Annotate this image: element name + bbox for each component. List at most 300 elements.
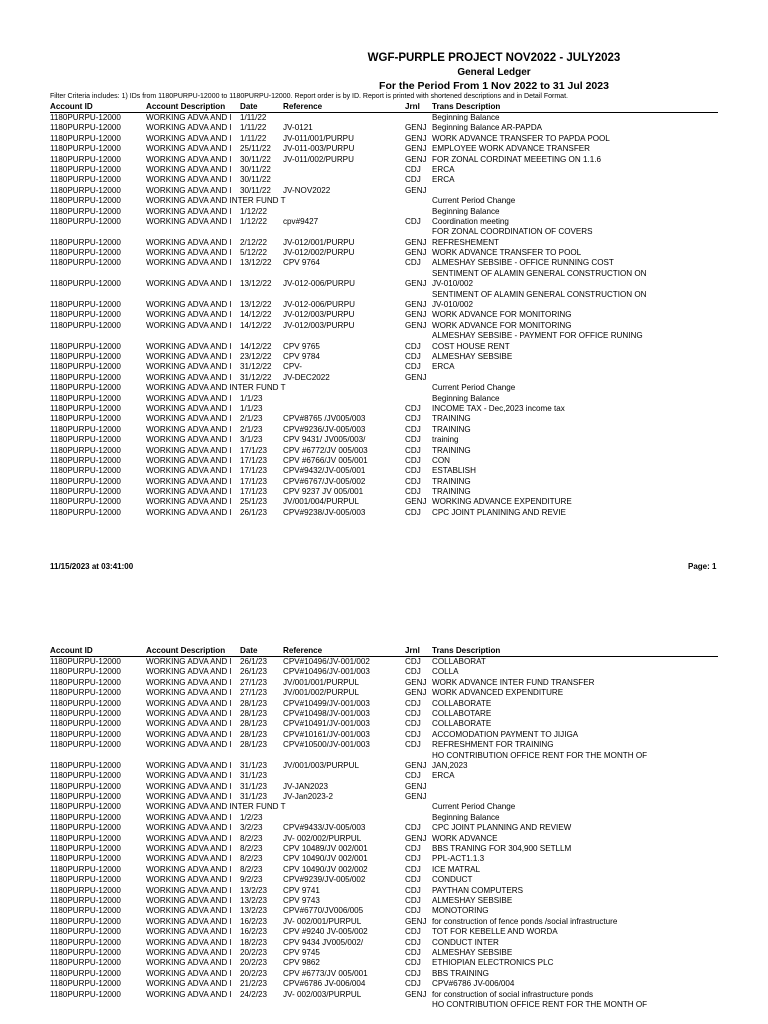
cell-jrnl: CDJ — [405, 844, 421, 854]
cell-jrnl: CDJ — [405, 476, 421, 486]
cell-jrnl: CDJ — [405, 823, 421, 833]
filter-criteria: Filter Criteria includes: 1) IDs from 1180PURPU-12000 to 1180PURPU-12000. Report order is by ID. Report is printed with shortened descriptions and in Detail Format. — [50, 93, 568, 100]
cell-account-desc: WORKING ADVA AND I — [146, 123, 232, 133]
cell-date: 8/2/23 — [240, 864, 263, 874]
col-reference: Reference — [283, 646, 323, 655]
cell-account-id: 1180PURPU-12000 — [50, 947, 121, 957]
report-title: WGF-PURPLE PROJECT NOV2022 - JULY2023 — [367, 52, 621, 64]
cell-date: 1/1/23 — [240, 403, 263, 413]
cell-trans-desc: WORK ADVANCE — [432, 833, 498, 843]
cell-jrnl: CDJ — [405, 958, 421, 968]
cell-account-id: 1180PURPU-12000 — [50, 875, 121, 885]
cell-reference: CPV#8765 /JV005/003 — [283, 414, 366, 424]
cell-account-desc: WORKING ADVA AND I — [146, 341, 232, 351]
table-row — [50, 227, 718, 237]
cell-jrnl: CDJ — [405, 445, 421, 455]
table-row — [50, 238, 718, 248]
cell-account-id: 1180PURPU-12000 — [50, 989, 121, 999]
cell-account-desc: WORKING ADVA AND I — [146, 435, 232, 445]
cell-account-desc: WORKING ADVA AND I — [146, 362, 232, 372]
cell-date: 9/2/23 — [240, 875, 263, 885]
cell-date: 8/2/23 — [240, 844, 263, 854]
table-row — [50, 719, 718, 729]
cell-date: 26/1/23 — [240, 507, 268, 517]
cell-reference: CPV#10496/JV-001/003 — [283, 667, 370, 677]
col-trans-desc: Trans Description — [432, 646, 501, 655]
cell-trans-desc: training — [432, 435, 459, 445]
cell-date: 30/11/22 — [240, 164, 271, 174]
table-row — [50, 917, 718, 927]
table-row — [50, 466, 718, 476]
table-row — [50, 497, 718, 507]
cell-jrnl: GENJ — [405, 916, 427, 926]
table-row — [50, 990, 718, 1000]
table-row — [50, 310, 718, 320]
cell-account-desc: WORKING ADVA AND I — [146, 455, 232, 465]
cell-trans-desc: Current Period Change — [432, 196, 516, 206]
cell-reference: JV-012/003/PURPU — [283, 320, 355, 330]
cell-trans-desc: COLLABOTARE — [432, 708, 492, 718]
table-row — [50, 144, 718, 154]
table-row — [50, 751, 718, 761]
cell-jrnl: CDJ — [405, 854, 421, 864]
cell-account-id: 1180PURPU-12000 — [50, 698, 121, 708]
cell-jrnl: GENJ — [405, 497, 427, 507]
cell-jrnl: CDJ — [405, 362, 421, 372]
col-jrnl: Jrnl — [405, 646, 420, 655]
table-header — [50, 102, 718, 113]
cell-date: 1/12/22 — [240, 216, 268, 226]
table-row — [50, 927, 718, 937]
cell-trans-desc: Beginning Balance AR-PAPDA — [432, 123, 543, 133]
cell-account-id: 1180PURPU-12000 — [50, 435, 121, 445]
page-number: Page: 1 — [688, 562, 717, 571]
cell-date: 1/11/22 — [240, 113, 267, 122]
cell-account-desc: WORKING ADVA AND I — [146, 708, 232, 718]
cell-account-desc: WORKING ADVA AND I — [146, 466, 232, 476]
cell-account-desc: WORKING ADVA AND I — [146, 414, 232, 424]
cell-account-id: 1180PURPU-12000 — [50, 185, 121, 195]
table-row — [50, 123, 718, 133]
cell-reference: JV/001/002/PURPUL — [283, 688, 360, 698]
cell-reference: cpv#9427 — [283, 216, 319, 226]
col-account-id: Account ID — [50, 102, 93, 111]
cell-trans-desc: HO CONTRIBUTION OFFICE RENT FOR THE MONTH OF — [432, 750, 648, 760]
cell-date: 21/2/23 — [240, 979, 268, 989]
cell-reference: CPV #6772/JV 005/003 — [283, 445, 368, 455]
table-body — [50, 113, 718, 518]
cell-reference: CPV #6766/JV 005/001 — [283, 455, 368, 465]
cell-jrnl: GENJ — [405, 792, 427, 802]
cell-account-id: 1180PURPU-12000 — [50, 476, 121, 486]
cell-trans-desc: TRAINING — [432, 445, 471, 455]
cell-reference: CPV 9765 — [283, 341, 320, 351]
cell-trans-desc: ERCA — [432, 164, 455, 174]
cell-reference: JV-JAN2023 — [283, 781, 328, 791]
cell-reference: CPV 9741 — [283, 885, 320, 895]
cell-trans-desc: Coordination meeting — [432, 216, 509, 226]
cell-reference: JV-012-006/PURPU — [283, 300, 355, 310]
cell-account-id: 1180PURPU-12000 — [50, 455, 121, 465]
cell-account-id: 1180PURPU-12000 — [50, 719, 121, 729]
cell-reference: CPV#6767/JV-005/002 — [283, 476, 366, 486]
cell-account-desc: WORKING ADVA AND I — [146, 351, 232, 361]
cell-date: 1/1/23 — [240, 393, 263, 403]
cell-reference: CPV#10161/JV-001/003 — [283, 729, 370, 739]
cell-reference: JV-011/001/PURPU — [283, 133, 354, 143]
report-subtitle: General Ledger — [457, 67, 531, 78]
cell-account-desc: WORKING ADVA AND I — [146, 164, 232, 174]
cell-date: 30/11/22 — [240, 154, 271, 164]
table-row — [50, 896, 718, 906]
cell-trans-desc: ACCOMODATION PAYMENT TO JIJIGA — [432, 729, 579, 739]
table-row — [50, 865, 718, 875]
table-row — [50, 657, 718, 667]
cell-trans-desc: FOR ZONAL CORDINAT MEEETING ON 1.1.6 — [432, 154, 601, 164]
cell-account-id: 1180PURPU-12000 — [50, 885, 121, 895]
cell-reference: CPV#10499/JV-001/003 — [283, 698, 370, 708]
col-jrnl: Jrnl — [405, 102, 420, 111]
cell-jrnl: GENJ — [405, 185, 427, 195]
cell-account-id: 1180PURPU-12000 — [50, 300, 121, 310]
cell-account-id: 1180PURPU-12000 — [50, 688, 121, 698]
cell-date: 1/11/22 — [240, 133, 267, 143]
cell-trans-desc: COLLABORATE — [432, 698, 492, 708]
cell-account-desc: WORKING ADVA AND I — [146, 237, 232, 247]
table-row — [50, 446, 718, 456]
cell-account-desc: WORKING ADVA AND I — [146, 372, 232, 382]
cell-account-id: 1180PURPU-12000 — [50, 740, 121, 750]
cell-jrnl: CDJ — [405, 927, 421, 937]
cell-reference: JV-011/002/PURPU — [283, 154, 354, 164]
table-row — [50, 487, 718, 497]
table-row — [50, 331, 718, 341]
cell-account-id: 1180PURPU-12000 — [50, 968, 121, 978]
cell-jrnl: CDJ — [405, 466, 421, 476]
cell-reference: JV-012/001/PURPU — [283, 237, 355, 247]
cell-account-id: 1180PURPU-12000 — [50, 279, 121, 289]
cell-jrnl: CDJ — [405, 740, 421, 750]
col-account-desc: Account Description — [146, 646, 226, 655]
cell-reference: CPV#10496/JV-001/002 — [283, 657, 370, 666]
cell-date: 17/1/23 — [240, 476, 268, 486]
cell-reference: JV-012/002/PURPU — [283, 248, 355, 258]
table-row — [50, 321, 718, 331]
cell-jrnl: CDJ — [405, 175, 421, 185]
cell-reference: CPV 9434 JV005/002/ — [283, 937, 364, 947]
table-row — [50, 279, 718, 289]
cell-account-id: 1180PURPU-12000 — [50, 657, 121, 666]
cell-date: 1/12/22 — [240, 206, 268, 216]
cell-trans-desc: ERCA — [432, 362, 455, 372]
cell-date: 13/2/23 — [240, 885, 268, 895]
cell-account-desc: WORKING ADVA AND I — [146, 885, 232, 895]
cell-jrnl: GENJ — [405, 677, 427, 687]
cell-jrnl: CDJ — [405, 875, 421, 885]
table-row — [50, 248, 718, 258]
cell-date: 17/1/23 — [240, 455, 268, 465]
col-reference: Reference — [283, 102, 323, 111]
cell-account-desc: WORKING ADVA AND I — [146, 740, 232, 750]
cell-date: 14/12/22 — [240, 341, 272, 351]
cell-trans-desc: FOR ZONAL COORDINATION OF COVERS — [432, 227, 593, 237]
print-timestamp: 11/15/2023 at 03:41:00 — [50, 562, 134, 571]
cell-account-id: 1180PURPU-12000 — [50, 445, 121, 455]
col-account-desc: Account Description — [146, 102, 226, 111]
cell-date: 3/2/23 — [240, 823, 263, 833]
cell-account-id: 1180PURPU-12000 — [50, 812, 121, 822]
cell-trans-desc: WORK ADVANCE FOR MONITORING — [432, 310, 572, 320]
cell-trans-desc: JV-010/002 — [432, 279, 473, 289]
cell-date: 28/1/23 — [240, 708, 268, 718]
col-account-id: Account ID — [50, 646, 93, 655]
table-row — [50, 414, 718, 424]
table-row — [50, 373, 718, 383]
table-row — [50, 207, 718, 217]
cell-jrnl: CDJ — [405, 947, 421, 957]
cell-jrnl: GENJ — [405, 833, 427, 843]
cell-jrnl: CDJ — [405, 507, 421, 517]
cell-reference: CPV 10490/JV 002/001 — [283, 854, 368, 864]
cell-reference: CPV #9240 JV-005/002 — [283, 927, 368, 937]
cell-account-desc: WORKING ADVA AND I — [146, 497, 232, 507]
cell-account-id: 1180PURPU-12000 — [50, 864, 121, 874]
table-row — [50, 342, 718, 352]
cell-trans-desc: REFRESHEMENT — [432, 237, 500, 247]
cell-date: 17/1/23 — [240, 487, 268, 497]
cell-trans-desc: TOT FOR KEBELLE AND WORDA — [432, 927, 558, 937]
table-row — [50, 352, 718, 362]
cell-account-desc: WORKING ADVA AND I — [146, 906, 232, 916]
cell-jrnl: GENJ — [405, 154, 427, 164]
cell-date: 31/1/23 — [240, 781, 268, 791]
cell-jrnl: CDJ — [405, 424, 421, 434]
table-row — [50, 258, 718, 268]
cell-reference: JV/001/004/PURPUL — [283, 497, 360, 507]
table-row — [50, 688, 718, 698]
cell-date: 5/12/22 — [240, 248, 268, 258]
cell-trans-desc: WORK ADVANCE FOR MONITORING — [432, 320, 572, 330]
cell-jrnl: GENJ — [405, 237, 427, 247]
cell-date: 31/1/23 — [240, 760, 268, 770]
cell-reference: CPV 9745 — [283, 947, 320, 957]
cell-jrnl: CDJ — [405, 216, 421, 226]
table-row — [50, 813, 718, 823]
cell-date: 8/2/23 — [240, 833, 263, 843]
cell-account-id: 1180PURPU-12000 — [50, 466, 121, 476]
cell-jrnl: CDJ — [405, 708, 421, 718]
cell-account-id: 1180PURPU-12000 — [50, 497, 121, 507]
cell-account-id: 1180PURPU-12000 — [50, 979, 121, 989]
table-row — [50, 761, 718, 771]
cell-reference: JV-Jan2023-2 — [283, 792, 333, 802]
table-row — [50, 792, 718, 802]
cell-trans-desc: Beginning Balance — [432, 393, 500, 403]
cell-trans-desc: CPC JOINT PLANINING AND REVIE — [432, 507, 566, 517]
table-row — [50, 844, 718, 854]
ledger-table-page-2 — [50, 646, 718, 1010]
table-row — [50, 730, 718, 740]
cell-date: 28/1/23 — [240, 729, 268, 739]
table-row — [50, 678, 718, 688]
cell-reference: CPV#9433/JV-005/003 — [283, 823, 366, 833]
cell-account-id: 1180PURPU-12000 — [50, 792, 121, 802]
cell-trans-desc: CONDUCT — [432, 875, 473, 885]
cell-account-desc: WORKING ADVA AND I — [146, 927, 232, 937]
table-row — [50, 175, 718, 185]
table-row — [50, 196, 718, 206]
table-row — [50, 217, 718, 227]
table-body — [50, 657, 718, 1010]
table-row — [50, 979, 718, 989]
cell-reference: JV-011-003/PURPU — [283, 144, 355, 154]
cell-date: 28/1/23 — [240, 698, 268, 708]
cell-account-desc: WORKING ADVA AND I — [146, 968, 232, 978]
cell-date: 13/2/23 — [240, 895, 268, 905]
cell-account-desc: WORKING ADVA AND I — [146, 667, 232, 677]
cell-trans-desc: for construction of social infrastructure ponds — [432, 989, 594, 999]
cell-reference: CPV#10491/JV-001/003 — [283, 719, 370, 729]
cell-trans-desc: ERCA — [432, 771, 455, 781]
cell-trans-desc: TRAINING — [432, 487, 471, 497]
table-row — [50, 948, 718, 958]
cell-account-id: 1180PURPU-12000 — [50, 760, 121, 770]
table-row — [50, 508, 718, 518]
cell-trans-desc: MONOTORING — [432, 906, 489, 916]
table-row — [50, 938, 718, 948]
cell-jrnl: GENJ — [405, 320, 427, 330]
cell-trans-desc: ERCA — [432, 175, 455, 185]
cell-trans-desc: WORK ADVANCE TRANSFER TO PAPDA POOL — [432, 133, 610, 143]
cell-date: 2/12/22 — [240, 237, 268, 247]
cell-account-desc: WORKING ADVA AND I — [146, 916, 232, 926]
cell-account-desc: WORKING ADVA AND I — [146, 792, 232, 802]
cell-date: 30/11/22 — [240, 175, 271, 185]
cell-trans-desc: HO CONTRIBUTION OFFICE RENT FOR THE MONTH OF — [432, 999, 648, 1009]
cell-account-desc: WORKING ADVA AND I — [146, 206, 232, 216]
cell-account-desc: WORKING ADVA AND I — [146, 424, 232, 434]
cell-date: 20/2/23 — [240, 958, 268, 968]
cell-account-desc: WORKING ADVA AND I — [146, 154, 232, 164]
table-row — [50, 435, 718, 445]
cell-trans-desc: JV-010/002 — [432, 300, 473, 310]
cell-account-desc: WORKING ADVA AND I — [146, 657, 232, 666]
cell-account-desc: WORKING ADVA AND I — [146, 320, 232, 330]
cell-reference: JV-012/003/PURPU — [283, 310, 355, 320]
cell-trans-desc: INCOME TAX - Dec,2023 income tax — [432, 403, 565, 413]
cell-jrnl: GENJ — [405, 989, 427, 999]
cell-trans-desc: ALMESHAY SEBSIBE — [432, 947, 513, 957]
cell-date: 13/12/22 — [240, 258, 272, 268]
cell-account-id: 1180PURPU-12000 — [50, 781, 121, 791]
cell-trans-desc: ALMESHAY SEBSIBE - PAYMENT FOR OFFICE RUNING — [432, 331, 643, 341]
cell-account-id: 1180PURPU-12000 — [50, 216, 121, 226]
cell-account-id: 1180PURPU-12000 — [50, 206, 121, 216]
cell-account-desc: WORKING ADVA AND I — [146, 248, 232, 258]
cell-trans-desc: BBS TRANING FOR 304,900 SETLLM — [432, 844, 572, 854]
cell-account-desc: WORKING ADVA AND I — [146, 300, 232, 310]
cell-reference: CPV#6786 JV-006/004 — [283, 979, 366, 989]
cell-trans-desc: Beginning Balance — [432, 113, 500, 122]
cell-account-id: 1180PURPU-12000 — [50, 844, 121, 854]
table-row — [50, 383, 718, 393]
cell-account-desc: WORKING ADVA AND I — [146, 937, 232, 947]
cell-trans-desc: COLLA — [432, 667, 459, 677]
cell-jrnl: CDJ — [405, 895, 421, 905]
cell-trans-desc: ALMESHAY SEBSIBE — [432, 895, 513, 905]
cell-account-desc: WORKING ADVA AND I — [146, 760, 232, 770]
table-row — [50, 155, 718, 165]
cell-jrnl: CDJ — [405, 937, 421, 947]
table-row — [50, 782, 718, 792]
cell-date: 30/11/22 — [240, 185, 271, 195]
cell-account-desc: WORKING ADVA AND I — [146, 185, 232, 195]
cell-account-desc: WORKING ADVA AND I — [146, 677, 232, 687]
cell-account-desc: WORKING ADVA AND I — [146, 729, 232, 739]
cell-jrnl: CDJ — [405, 719, 421, 729]
cell-jrnl: GENJ — [405, 372, 427, 382]
cell-jrnl: CDJ — [405, 771, 421, 781]
cell-date: 24/2/23 — [240, 989, 268, 999]
cell-account-id: 1180PURPU-12000 — [50, 154, 121, 164]
col-date: Date — [240, 102, 258, 111]
col-date: Date — [240, 646, 258, 655]
cell-trans-desc: SENTIMENT OF ALAMIN GENERAL CONSTRUCTION ON — [432, 268, 647, 278]
cell-reference: CPV 10490/JV 002/002 — [283, 864, 368, 874]
cell-account-id: 1180PURPU-12000 — [50, 414, 121, 424]
cell-reference: CPV 9862 — [283, 958, 320, 968]
cell-reference: JV-DEC2022 — [283, 372, 330, 382]
cell-reference: CPV#9239/JV-005/002 — [283, 875, 366, 885]
table-row — [50, 394, 718, 404]
cell-trans-desc: EMPLOYEE WORK ADVANCE TRANSFER — [432, 144, 591, 154]
cell-account-desc: WORKING ADVA AND I — [146, 833, 232, 843]
cell-date: 20/2/23 — [240, 947, 268, 957]
cell-account-desc: WORKING ADVA AND I — [146, 133, 232, 143]
cell-date: 1/2/23 — [240, 812, 263, 822]
cell-date: 25/11/22 — [240, 144, 271, 154]
cell-account-id: 1180PURPU-12000 — [50, 854, 121, 864]
cell-trans-desc: COLLABORAT — [432, 657, 486, 666]
cell-jrnl: GENJ — [405, 133, 427, 143]
cell-jrnl: CDJ — [405, 341, 421, 351]
cell-reference: CPV 10489/JV 002/001 — [283, 844, 368, 854]
cell-reference: JV-NOV2022 — [283, 185, 331, 195]
cell-date: 27/1/23 — [240, 677, 268, 687]
cell-jrnl: GENJ — [405, 781, 427, 791]
cell-account-desc: WORKING ADVA AND I — [146, 403, 232, 413]
table-row — [50, 771, 718, 781]
cell-account-id: 1180PURPU-12000 — [50, 802, 121, 812]
table-row — [50, 875, 718, 885]
cell-date: 13/12/22 — [240, 279, 272, 289]
cell-account-desc: WORKING ADVA AND INTER FUND T — [146, 383, 286, 393]
cell-jrnl: CDJ — [405, 864, 421, 874]
cell-trans-desc: COLLABORATE — [432, 719, 492, 729]
cell-account-desc: WORKING ADVA AND I — [146, 216, 232, 226]
cell-account-desc: WORKING ADVA AND I — [146, 771, 232, 781]
cell-account-id: 1180PURPU-12000 — [50, 175, 121, 185]
cell-reference: CPV #6773/JV 005/001 — [283, 968, 368, 978]
cell-date: 14/12/22 — [240, 320, 272, 330]
cell-account-id: 1180PURPU-12000 — [50, 916, 121, 926]
cell-trans-desc: ESTABLISH — [432, 466, 476, 476]
cell-date: 31/1/23 — [240, 771, 268, 781]
cell-date: 27/1/23 — [240, 688, 268, 698]
cell-jrnl: CDJ — [405, 487, 421, 497]
cell-account-id: 1180PURPU-12000 — [50, 320, 121, 330]
table-row — [50, 425, 718, 435]
